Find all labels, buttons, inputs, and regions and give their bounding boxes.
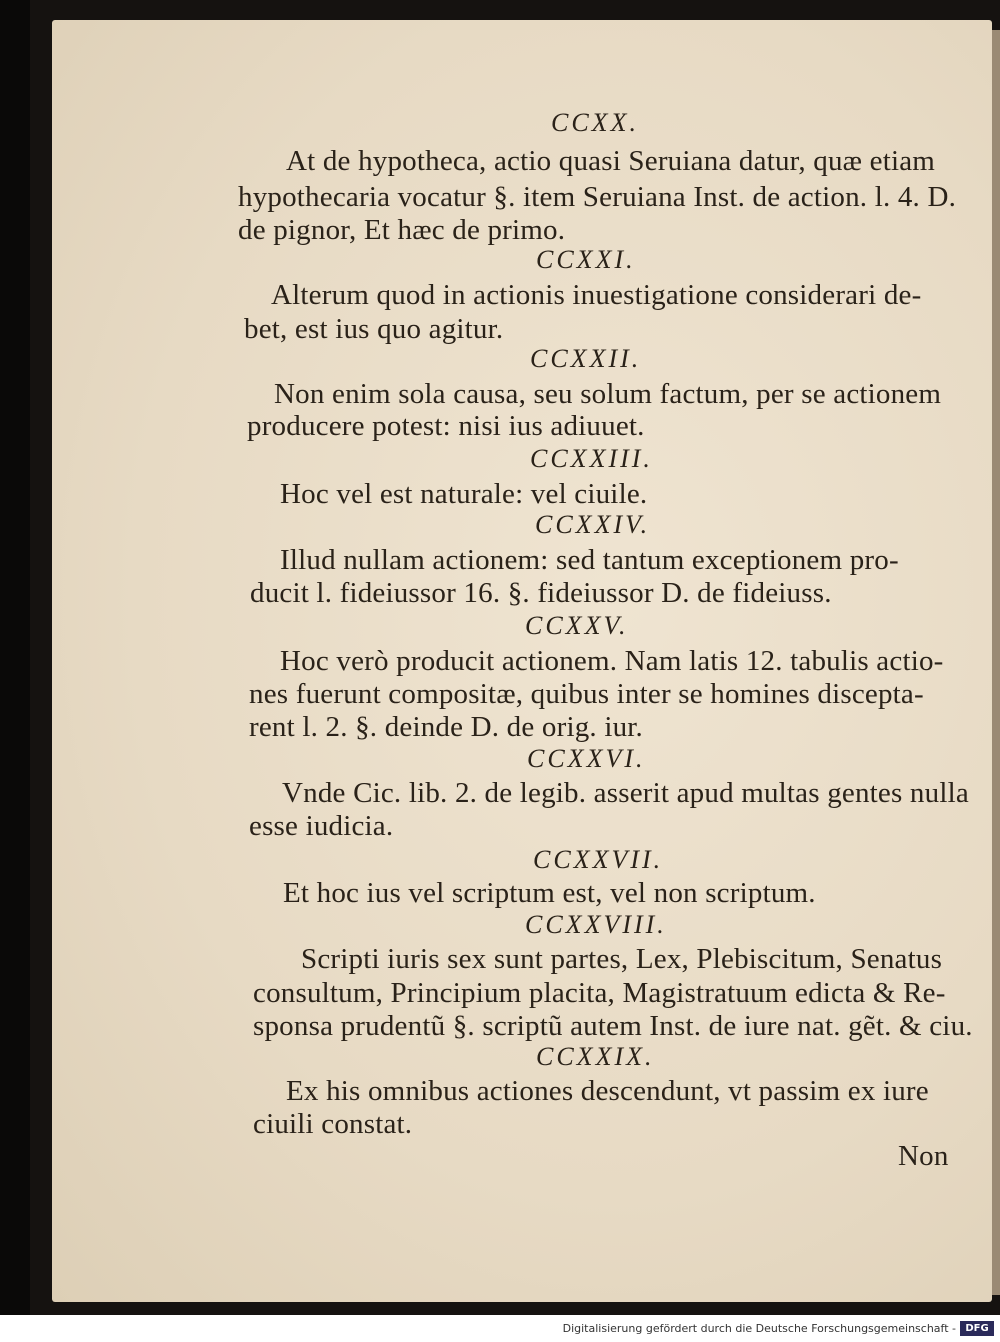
text-line: hypothecaria vocatur §. item Seruiana Inst. de action. l. 4. D.: [238, 181, 957, 213]
text-line: sponsa prudentũ §. scriptũ autem Inst. de iure nat. gẽt. & ciu.: [253, 1010, 973, 1042]
text-line: rent l. 2. §. deinde D. de orig. iur.: [249, 711, 643, 743]
text-line: de pignor, Et hæc de primo.: [238, 214, 566, 246]
section-heading: CCXXIV.: [535, 510, 651, 539]
catchword: Non: [898, 1140, 949, 1172]
section-heading: CCXXIII.: [530, 444, 653, 473]
text-line: At de hypotheca, actio quasi Seruiana datur, quæ etiam: [286, 145, 936, 177]
text-line: ducit l. fideiussor 16. §. fideiussor D. de fideiuss.: [250, 577, 832, 609]
text-line: Ex his omnibus actiones descendunt, vt passim ex iure: [286, 1075, 929, 1107]
funding-credit: Digitalisierung gefördert durch die Deutsche Forschungsgemeinschaft -: [562, 1322, 956, 1335]
text-line: esse iudicia.: [249, 810, 394, 842]
section-heading: CCXXVI.: [527, 744, 646, 773]
section-heading: CCXX.: [551, 108, 639, 137]
page-edge: [992, 30, 1000, 1295]
text-line: Hoc vel est naturale: vel ciuile.: [280, 478, 648, 510]
text-line: Illud nullam actionem: sed tantum exceptionem pro-: [280, 544, 899, 576]
text-line: nes fuerunt compositæ, quibus inter se homines discepta-: [249, 678, 924, 710]
text-line: bet, est ius quo agitur.: [244, 313, 504, 345]
section-heading: CCXXII.: [530, 344, 642, 373]
section-heading: CCXXI.: [536, 245, 636, 274]
section-heading: CCXXVIII.: [525, 910, 667, 939]
footer-bar: [0, 1315, 1000, 1342]
dfg-logo: DFG: [960, 1321, 994, 1336]
text-line: producere potest: nisi ius adiuuet.: [247, 410, 645, 442]
text-line: consultum, Principium placita, Magistratuum edicta & Re-: [253, 977, 946, 1009]
text-line: ciuili constat.: [253, 1108, 413, 1140]
text-line: Et hoc ius vel scriptum est, vel non scriptum.: [283, 877, 816, 909]
book-spine: [0, 0, 30, 1315]
text-line: Vnde Cic. lib. 2. de legib. asserit apud multas gentes nulla: [282, 777, 969, 809]
text-line: Non enim sola causa, seu solum factum, per se actionem: [274, 378, 942, 410]
section-heading: CCXXVII.: [533, 845, 664, 874]
text-line: Scripti iuris sex sunt partes, Lex, Plebiscitum, Senatus: [301, 943, 943, 975]
section-heading: CCXXV.: [525, 611, 629, 640]
section-heading: CCXXIX.: [536, 1042, 655, 1071]
text-line: Hoc verò producit actionem. Nam latis 12. tabulis actio-: [280, 645, 944, 677]
text-line: Alterum quod in actionis inuestigatione considerari de-: [271, 279, 922, 311]
